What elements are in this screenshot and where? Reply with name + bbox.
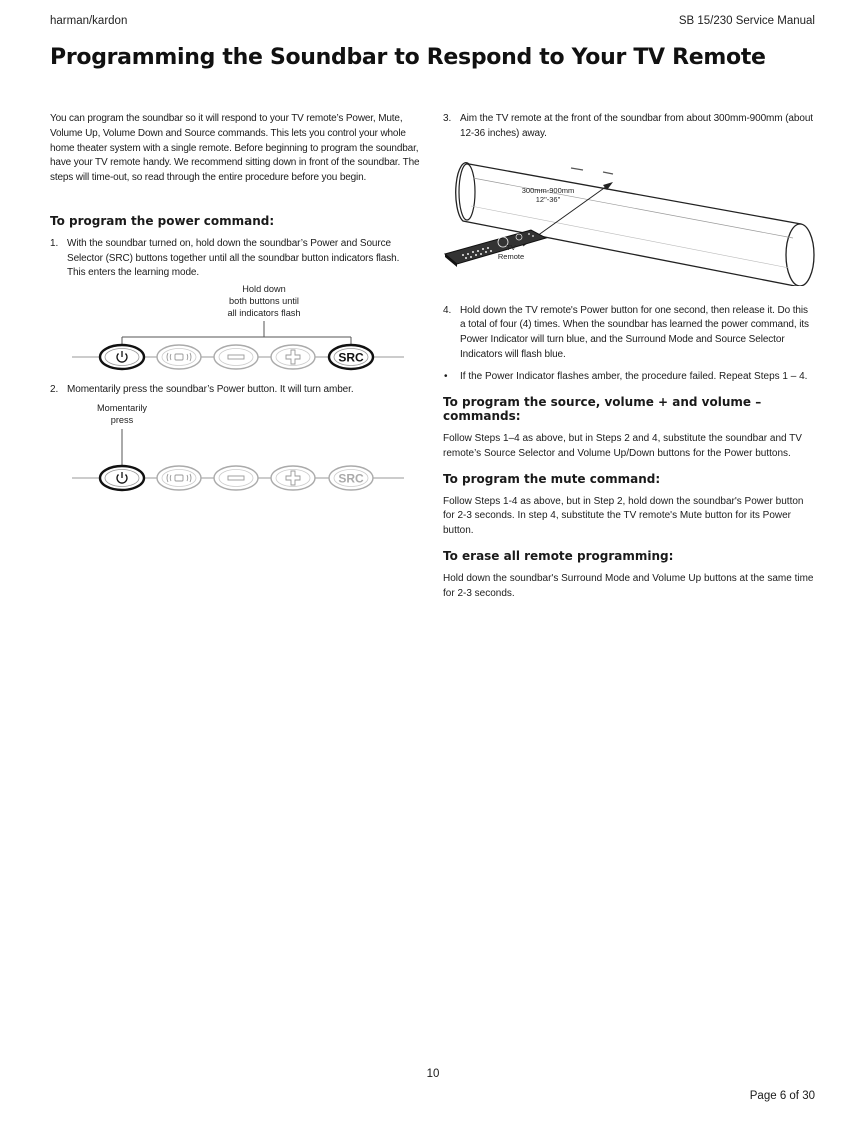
volume-down-button (214, 345, 258, 369)
step-3-text: Aim the TV remote at the front of the soundbar from about 300mm-900mm (about 12-36 inches) away. (460, 113, 813, 139)
intro-paragraph: You can program the soundbar so it will respond to your TV remote’s Power, Mute, Volume Up, Volume Down and Source commands. This lets you control your whole home theater system with a single remote. Before beginning to program the soundbar, have your TV remote handy. We recommend sitting down in front of the soundbar. The steps will time-out, so read through the entire procedure before you begin. (50, 113, 420, 184)
page-number: 10 (426, 1068, 440, 1080)
step-2 (50, 383, 420, 398)
src-button (329, 345, 373, 369)
source-volume-heading: To program the source, volume + and volume – commands: (443, 394, 762, 424)
step-2-text: Momentarily press the soundbar’s Power button. It will turn amber. (67, 384, 354, 396)
button-diagram-press (50, 402, 420, 502)
button-row-press-graphic (50, 402, 420, 502)
failure-note (443, 370, 815, 385)
step-4 (443, 304, 815, 363)
page-of-total: Page 6 of 30 (749, 1090, 815, 1102)
surround-button (157, 466, 201, 490)
src-button (329, 466, 373, 490)
step-1-number: 1. (50, 237, 59, 249)
erase-text: Hold down the soundbar's Surround Mode and Volume Up buttons at the same time for 2-3 seconds. (443, 572, 814, 599)
source-volume-text: Follow Steps 1–4 as above, but in Steps 2 and 4, substitute the soundbar and TV remote’s Source Selector and Volume Up/Down buttons for the Power buttons. (443, 433, 802, 459)
button-diagram-hold (50, 281, 420, 381)
hold-callout: Hold down both buttons until all indicators flash (227, 284, 301, 319)
remote-label: TV Remote (497, 242, 525, 261)
volume-down-button (214, 466, 258, 490)
src-button-label: SRC (338, 471, 364, 486)
soundbar-remote-graphic (443, 146, 815, 286)
header-brand: harman/kardon (50, 15, 128, 27)
erase-heading: To erase all remote programming: (443, 548, 674, 563)
step-3 (443, 112, 815, 142)
power-command-heading: To program the power command: (50, 213, 275, 228)
distance-label: 300mm-900mm 12"-36" (521, 185, 575, 204)
button-row-hold-graphic (50, 281, 420, 381)
surround-button (157, 345, 201, 369)
power-button-pressed (100, 466, 144, 490)
step-3-number: 3. (443, 113, 452, 124)
left-column (50, 112, 420, 502)
step-4-text: Hold down the TV remote's Power button for one second, then release it. Do this a total of four (4) times. When the soundbar has learned the power command, its Power Indicator will turn blue, and the Surround Mode and Source Selector Indicators will flash blue. (460, 304, 809, 360)
src-button-label: SRC (338, 350, 364, 365)
press-callout: Momentarily press (96, 402, 148, 425)
step-4-number: 4. (443, 304, 452, 316)
volume-up-button (271, 466, 315, 490)
right-column (443, 112, 815, 601)
soundbar-illustration (443, 146, 815, 286)
mute-text: Follow Steps 1-4 as above, but in Step 2, hold down the soundbar's Power button for 2-3 seconds. In step 4, substitute the TV remote's Mute button for its Power button. (443, 495, 804, 537)
page-title: Programming the Soundbar to Respond to Your TV Remote (50, 45, 766, 70)
header-manual-title: SB 15/230 Service Manual (678, 15, 815, 27)
step-2-number: 2. (50, 384, 59, 396)
bullet-icon: • (444, 370, 448, 382)
mute-heading: To program the mute command: (443, 471, 661, 486)
step-1-text: With the soundbar turned on, hold down the soundbar’s Power and Source Selector (SRC) buttons together until all the soundbar button indicators flash. This enters the learning mode. (67, 237, 400, 279)
soundbar-icon (456, 162, 814, 285)
failure-note-text: If the Power Indicator flashes amber, the procedure failed. Repeat Steps 1 – 4. (460, 370, 808, 382)
power-button (100, 345, 144, 369)
step-1 (50, 237, 420, 281)
volume-up-button (271, 345, 315, 369)
